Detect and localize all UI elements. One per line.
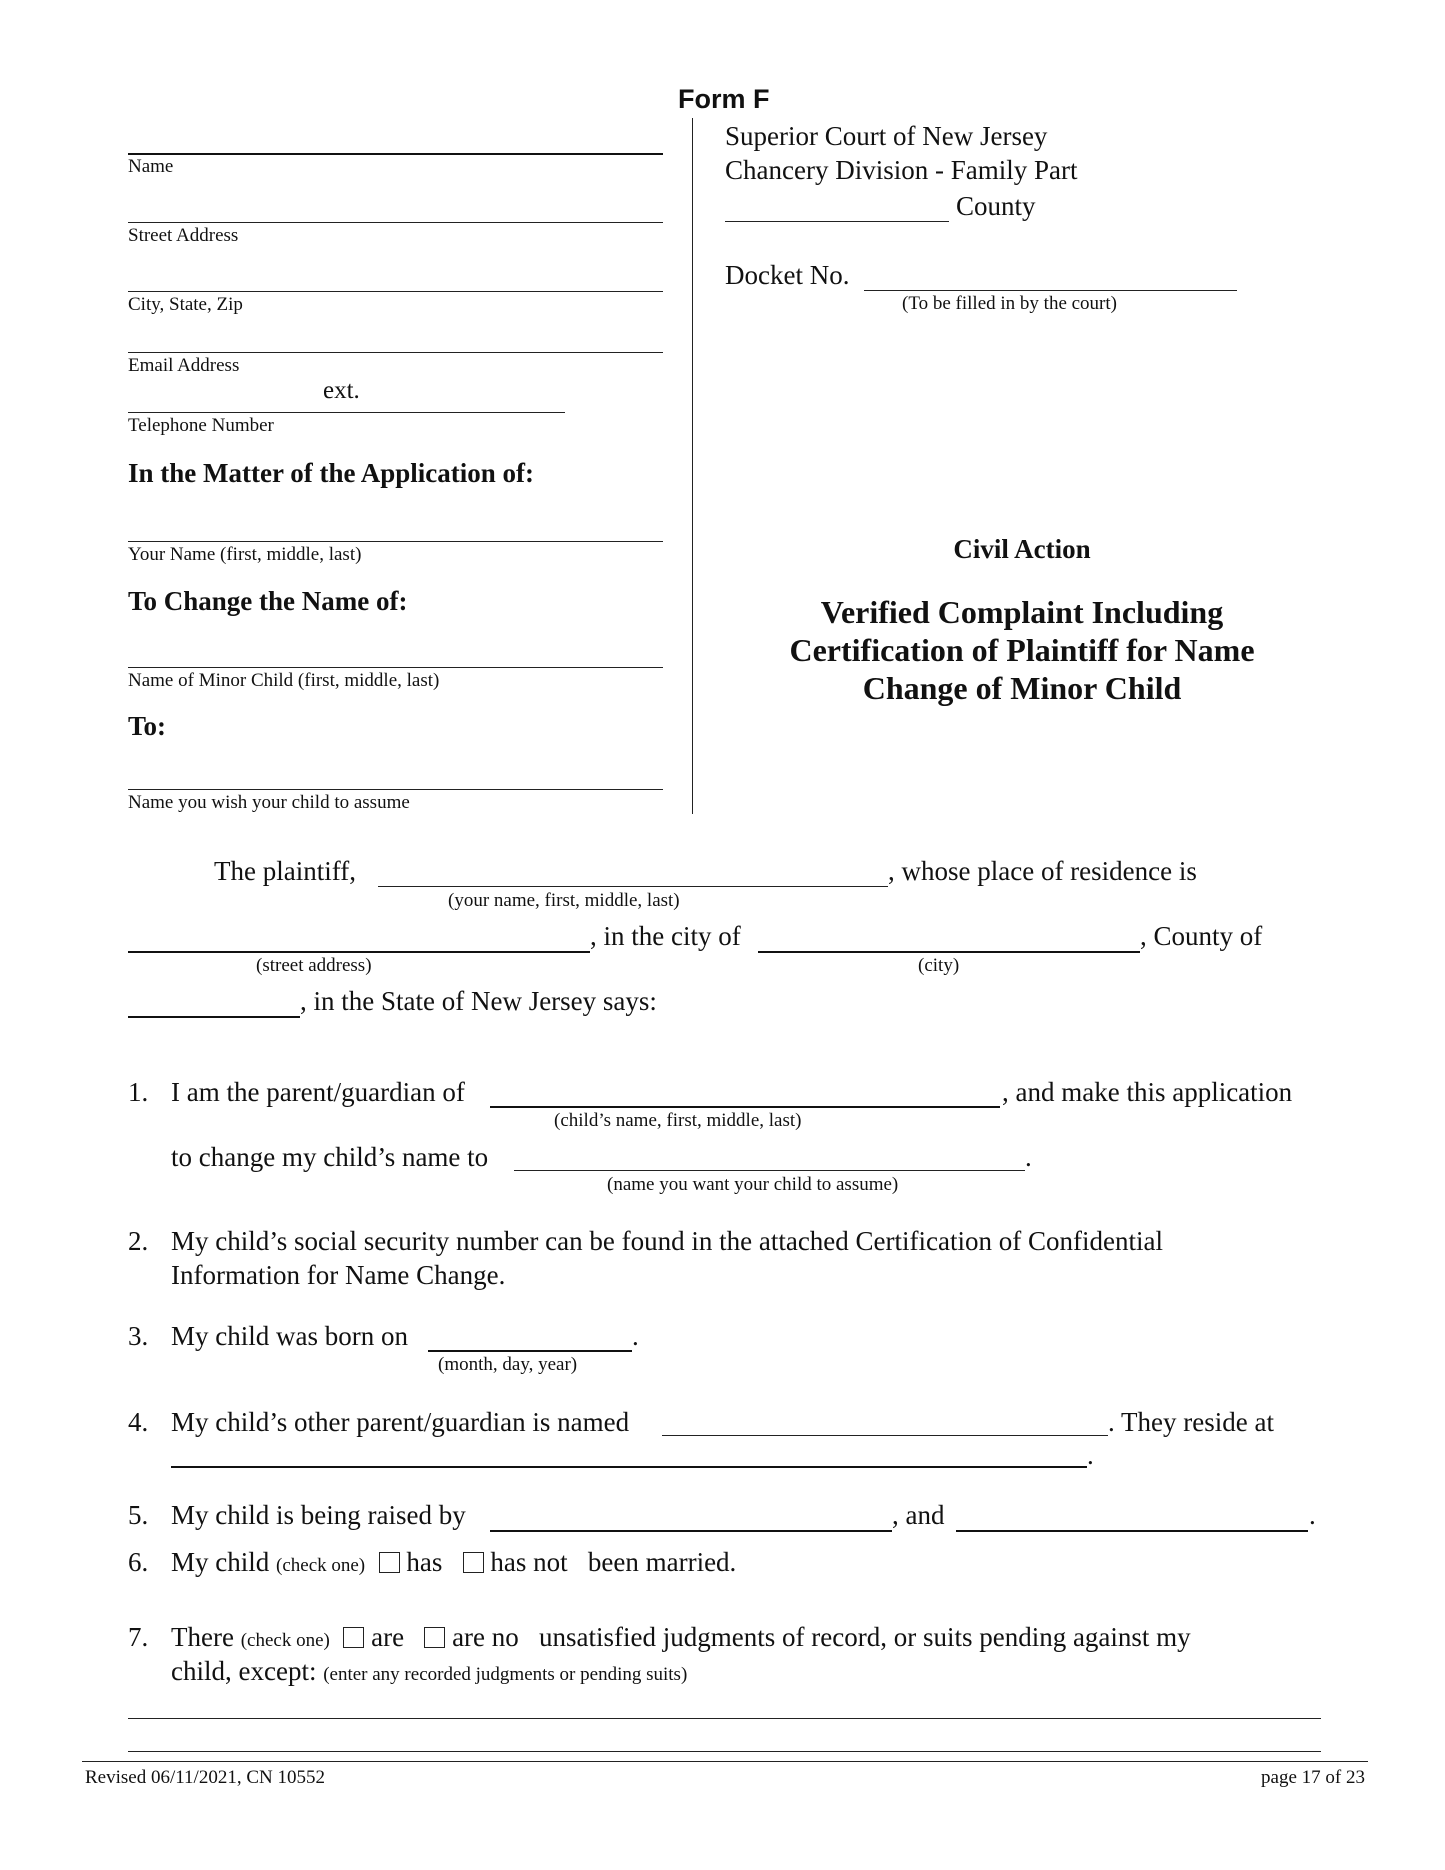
item1-suffix: , and make this application bbox=[1002, 1077, 1293, 1107]
docket-label: Docket No. bbox=[725, 260, 850, 290]
has-not-option-label: has not bbox=[490, 1547, 568, 1577]
are-no-option-label: are no bbox=[452, 1622, 519, 1652]
new-name-note: (name you want your child to assume) bbox=[607, 1174, 899, 1195]
raised-by-line1[interactable] bbox=[490, 1530, 892, 1532]
item7-line2-row bbox=[171, 1656, 687, 1687]
street-label: Street Address bbox=[128, 225, 239, 246]
are-option-label: are bbox=[371, 1622, 405, 1652]
exceptions-line2[interactable] bbox=[128, 1751, 1321, 1752]
are-no-judgments-checkbox[interactable] bbox=[424, 1627, 445, 1648]
item5-text: My child is being raised by bbox=[171, 1500, 466, 1530]
footer-page: page 17 of 23 bbox=[1261, 1767, 1365, 1788]
street-address-note: (street address) bbox=[256, 955, 372, 976]
your-name-line[interactable] bbox=[128, 541, 663, 542]
item2-line1: My child’s social security number can be found in the attached Certification of Confidential bbox=[171, 1226, 1163, 1256]
item5-period: . bbox=[1309, 1500, 1316, 1530]
item7-check-note: (check one) bbox=[240, 1630, 330, 1651]
title-line1: Verified Complaint Including bbox=[820, 594, 1224, 630]
city-line[interactable] bbox=[128, 291, 663, 292]
has-married-checkbox[interactable] bbox=[379, 1552, 400, 1573]
item5-and: , and bbox=[892, 1500, 945, 1530]
name-line[interactable] bbox=[128, 153, 663, 155]
caption-divider bbox=[692, 118, 693, 814]
phone-line[interactable] bbox=[128, 412, 565, 413]
email-line[interactable] bbox=[128, 352, 663, 353]
new-name-line[interactable] bbox=[514, 1170, 1025, 1171]
court-line2: Chancery Division - Family Part bbox=[725, 155, 1078, 185]
plaintiff-name-line[interactable] bbox=[378, 886, 888, 887]
to-heading: To: bbox=[128, 711, 167, 741]
city-name-line[interactable] bbox=[758, 951, 1140, 953]
assume-line[interactable] bbox=[128, 789, 663, 790]
item1-line2: to change my child’s name to bbox=[171, 1142, 489, 1172]
title-line3: Change of Minor Child bbox=[862, 670, 1182, 706]
item7-row bbox=[171, 1622, 1191, 1653]
item3-text: My child was born on bbox=[171, 1321, 408, 1351]
form-label: Form F bbox=[678, 84, 770, 114]
other-parent-address-line[interactable] bbox=[171, 1466, 1087, 1468]
item1-period: . bbox=[1025, 1142, 1032, 1172]
item7-tail: unsatisfied judgments of record, or suits pending against my bbox=[539, 1622, 1191, 1652]
your-name-note: (your name, first, middle, last) bbox=[448, 890, 680, 911]
birth-date-note: (month, day, year) bbox=[438, 1354, 578, 1375]
item7-text: There bbox=[171, 1622, 234, 1652]
title-line2: Certification of Plaintiff for Name bbox=[789, 632, 1255, 668]
birth-date-line[interactable] bbox=[428, 1350, 632, 1352]
item7-line2: child, except: bbox=[171, 1656, 317, 1686]
phone-label: Telephone Number bbox=[128, 415, 274, 436]
minor-name-label: Name of Minor Child (first, middle, last) bbox=[128, 670, 440, 691]
item5-number: 5. bbox=[128, 1500, 149, 1530]
email-label: Email Address bbox=[128, 355, 240, 376]
item2-line2: Information for Name Change. bbox=[171, 1260, 506, 1290]
county-label: County bbox=[956, 191, 1036, 221]
docket-note: (To be filled in by the court) bbox=[902, 293, 1117, 314]
item4-period: . bbox=[1087, 1440, 1094, 1470]
plaintiff-suffix: , whose place of residence is bbox=[888, 856, 1197, 886]
item4-number: 4. bbox=[128, 1407, 149, 1437]
item7-number: 7. bbox=[128, 1622, 149, 1652]
change-heading: To Change the Name of: bbox=[128, 586, 408, 616]
other-parent-line[interactable] bbox=[662, 1435, 1108, 1436]
name-label: Name bbox=[128, 156, 174, 177]
are-judgments-checkbox[interactable] bbox=[343, 1627, 364, 1648]
city-label: City, State, Zip bbox=[128, 294, 243, 315]
item6-tail: been married. bbox=[587, 1547, 737, 1577]
item1-number: 1. bbox=[128, 1077, 149, 1107]
matter-heading: In the Matter of the Application of: bbox=[128, 458, 534, 488]
city-note: (city) bbox=[918, 955, 960, 976]
item6-check-note: (check one) bbox=[276, 1555, 366, 1576]
item3-number: 3. bbox=[128, 1321, 149, 1351]
your-name-label: Your Name (first, middle, last) bbox=[128, 544, 362, 565]
raised-by-line2[interactable] bbox=[956, 1530, 1308, 1532]
footer-rule bbox=[82, 1761, 1368, 1762]
docket-line[interactable] bbox=[864, 290, 1237, 291]
has-not-married-checkbox[interactable] bbox=[463, 1552, 484, 1573]
plaintiff-prefix: The plaintiff, bbox=[214, 856, 356, 886]
child-name-note: (child’s name, first, middle, last) bbox=[554, 1110, 802, 1131]
street-address-line[interactable] bbox=[128, 951, 590, 953]
exceptions-line1[interactable] bbox=[128, 1718, 1321, 1719]
item6-number: 6. bbox=[128, 1547, 149, 1577]
state-says: , in the State of New Jersey says: bbox=[300, 986, 657, 1016]
item1-text: I am the parent/guardian of bbox=[171, 1077, 465, 1107]
child-name-line[interactable] bbox=[490, 1106, 1000, 1108]
minor-name-line[interactable] bbox=[128, 667, 663, 668]
civil-action: Civil Action bbox=[953, 534, 1091, 564]
item4-suffix: . They reside at bbox=[1108, 1407, 1274, 1437]
has-option-label: has bbox=[406, 1547, 443, 1577]
item3-period: . bbox=[632, 1321, 639, 1351]
item2-number: 2. bbox=[128, 1226, 149, 1256]
assume-label: Name you wish your child to assume bbox=[128, 792, 410, 813]
item7-note: (enter any recorded judgments or pending suits) bbox=[323, 1664, 688, 1685]
county-line[interactable] bbox=[725, 221, 949, 222]
court-line1: Superior Court of New Jersey bbox=[725, 121, 1048, 151]
city-of-label: , in the city of bbox=[590, 921, 741, 951]
item6-text: My child bbox=[171, 1547, 270, 1577]
footer-revised: Revised 06/11/2021, CN 10552 bbox=[85, 1767, 325, 1788]
county-of-label: , County of bbox=[1140, 921, 1263, 951]
item6-row bbox=[171, 1547, 736, 1578]
county-name-line[interactable] bbox=[128, 1016, 300, 1018]
street-line[interactable] bbox=[128, 222, 663, 223]
ext-label: ext. bbox=[323, 377, 360, 404]
item4-text: My child’s other parent/guardian is named bbox=[171, 1407, 630, 1437]
